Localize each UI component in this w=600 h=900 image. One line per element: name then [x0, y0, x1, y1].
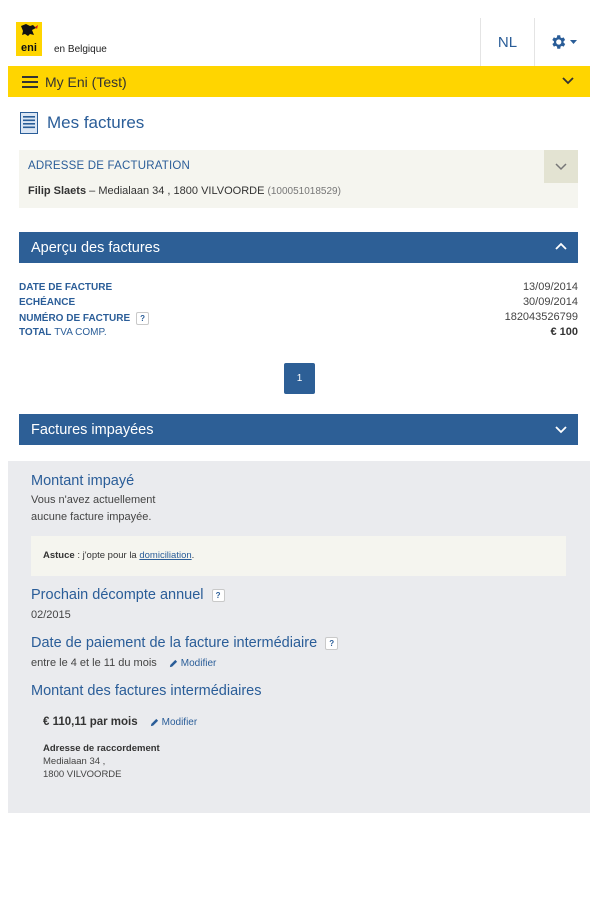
modify-label: Modifier: [161, 716, 198, 728]
invoice-number-label: NUMÉRO DE FACTURE: [19, 313, 131, 324]
total-vat-label: TVA COMP.: [54, 327, 107, 338]
hamburger-menu-icon: [22, 76, 38, 88]
unpaid-invoices-panel: [8, 461, 590, 813]
invoice-number-row: [19, 311, 578, 326]
help-icon[interactable]: ?: [325, 637, 338, 650]
tip-label: Astuce: [43, 550, 75, 561]
unpaid-invoices-title: Factures impayées: [31, 421, 154, 438]
billing-address: Medialaan 34 , 1800 VILVOORDE: [98, 185, 265, 197]
invoice-number-label-wrap: [19, 312, 149, 325]
help-icon[interactable]: ?: [136, 312, 149, 325]
payment-date-value: entre le 4 et le 11 du mois: [31, 657, 157, 669]
brand-wordmark: eni: [21, 42, 37, 54]
app-header: [8, 18, 590, 66]
pencil-icon: [150, 718, 159, 727]
tip-end: .: [191, 550, 195, 561]
total-value: € 100: [550, 326, 578, 338]
eni-dog-logo-icon: [16, 22, 42, 56]
help-icon[interactable]: ?: [212, 589, 225, 602]
gear-icon: [549, 33, 567, 51]
language-nl-button[interactable]: NL: [480, 18, 535, 66]
billing-address-panel: [19, 150, 578, 208]
main-menu-bar[interactable]: [8, 66, 590, 97]
intermediate-amounts-title: Montant des factures intermédiaires: [31, 683, 262, 699]
next-statement-title-wrap: [31, 587, 225, 603]
invoice-date-row: [19, 281, 578, 296]
invoice-date-label: DATE DE FACTURE: [19, 282, 113, 293]
modify-payment-date-link[interactable]: [169, 655, 217, 672]
unpaid-invoices-header[interactable]: [19, 414, 578, 445]
billing-address-toggle[interactable]: [544, 150, 578, 183]
menu-label: My Eni (Test): [45, 73, 127, 90]
modify-label: Modifier: [180, 658, 217, 669]
settings-button[interactable]: [535, 18, 590, 66]
payment-date-title-wrap: [31, 635, 338, 651]
next-statement-value: 02/2015: [31, 609, 71, 621]
invoice-number-value: 182043526799: [504, 311, 578, 323]
connection-address-title: Adresse de raccordement: [43, 743, 160, 754]
chevron-down-icon: [562, 74, 574, 88]
tip-box: [31, 536, 566, 576]
caret-down-icon: [570, 40, 577, 45]
chevron-up-icon: [555, 241, 567, 253]
due-date-label: ECHÉANCE: [19, 297, 76, 308]
due-date-value: 30/09/2014: [522, 296, 578, 308]
total-label-wrap: [19, 327, 107, 338]
connection-address-line-2: 1800 VILVOORDE: [43, 769, 122, 780]
due-date-row: [19, 296, 578, 311]
connection-address: [43, 742, 160, 781]
unpaid-amount-text-1: Vous n'avez actuellement: [31, 494, 156, 506]
unpaid-amount-text: [31, 492, 155, 526]
intermediate-amount-row: [43, 716, 197, 728]
invoice-date-value: 13/09/2014: [522, 281, 578, 293]
payment-date-title: Date de paiement de la facture intermédiaire: [31, 635, 318, 651]
customer-name: Filip Slaets: [28, 185, 87, 197]
domiciliation-link[interactable]: domiciliation: [139, 550, 192, 561]
intermediate-amount-value: € 110,11 par mois: [43, 716, 138, 728]
pencil-icon: [169, 659, 178, 668]
billing-address-heading: ADRESSE DE FACTURATION: [28, 160, 191, 172]
invoice-overview-header[interactable]: [19, 232, 578, 263]
payment-date-row: [31, 655, 216, 672]
chevron-down-icon: [555, 163, 567, 171]
document-icon: [20, 112, 38, 134]
next-statement-title: Prochain décompte annuel: [31, 587, 204, 603]
page-title: [20, 112, 144, 134]
tip-text: : j'opte pour la: [74, 550, 140, 561]
chevron-down-icon: [555, 423, 567, 435]
unpaid-amount-title: Montant impayé: [31, 473, 135, 489]
unpaid-amount-text-2: aucune facture impayée.: [31, 511, 152, 523]
pagination-page-1[interactable]: 1: [284, 363, 315, 394]
invoice-overview-title: Aperçu des factures: [31, 239, 160, 256]
page-title-text: Mes factures: [47, 113, 145, 132]
billing-address-line: Filip Slaets – Medialaan 34 , 1800 VILVOORDE (100051018529): [28, 185, 341, 197]
total-label: TOTAL: [19, 327, 52, 338]
eni-logo[interactable]: [16, 20, 116, 60]
customer-reference: (100051018529): [267, 186, 341, 197]
connection-address-line-1: Medialaan 34 ,: [43, 756, 106, 767]
brand-suffix: en Belgique: [54, 44, 107, 55]
modify-amount-link[interactable]: [150, 717, 198, 728]
total-row: [19, 326, 578, 341]
